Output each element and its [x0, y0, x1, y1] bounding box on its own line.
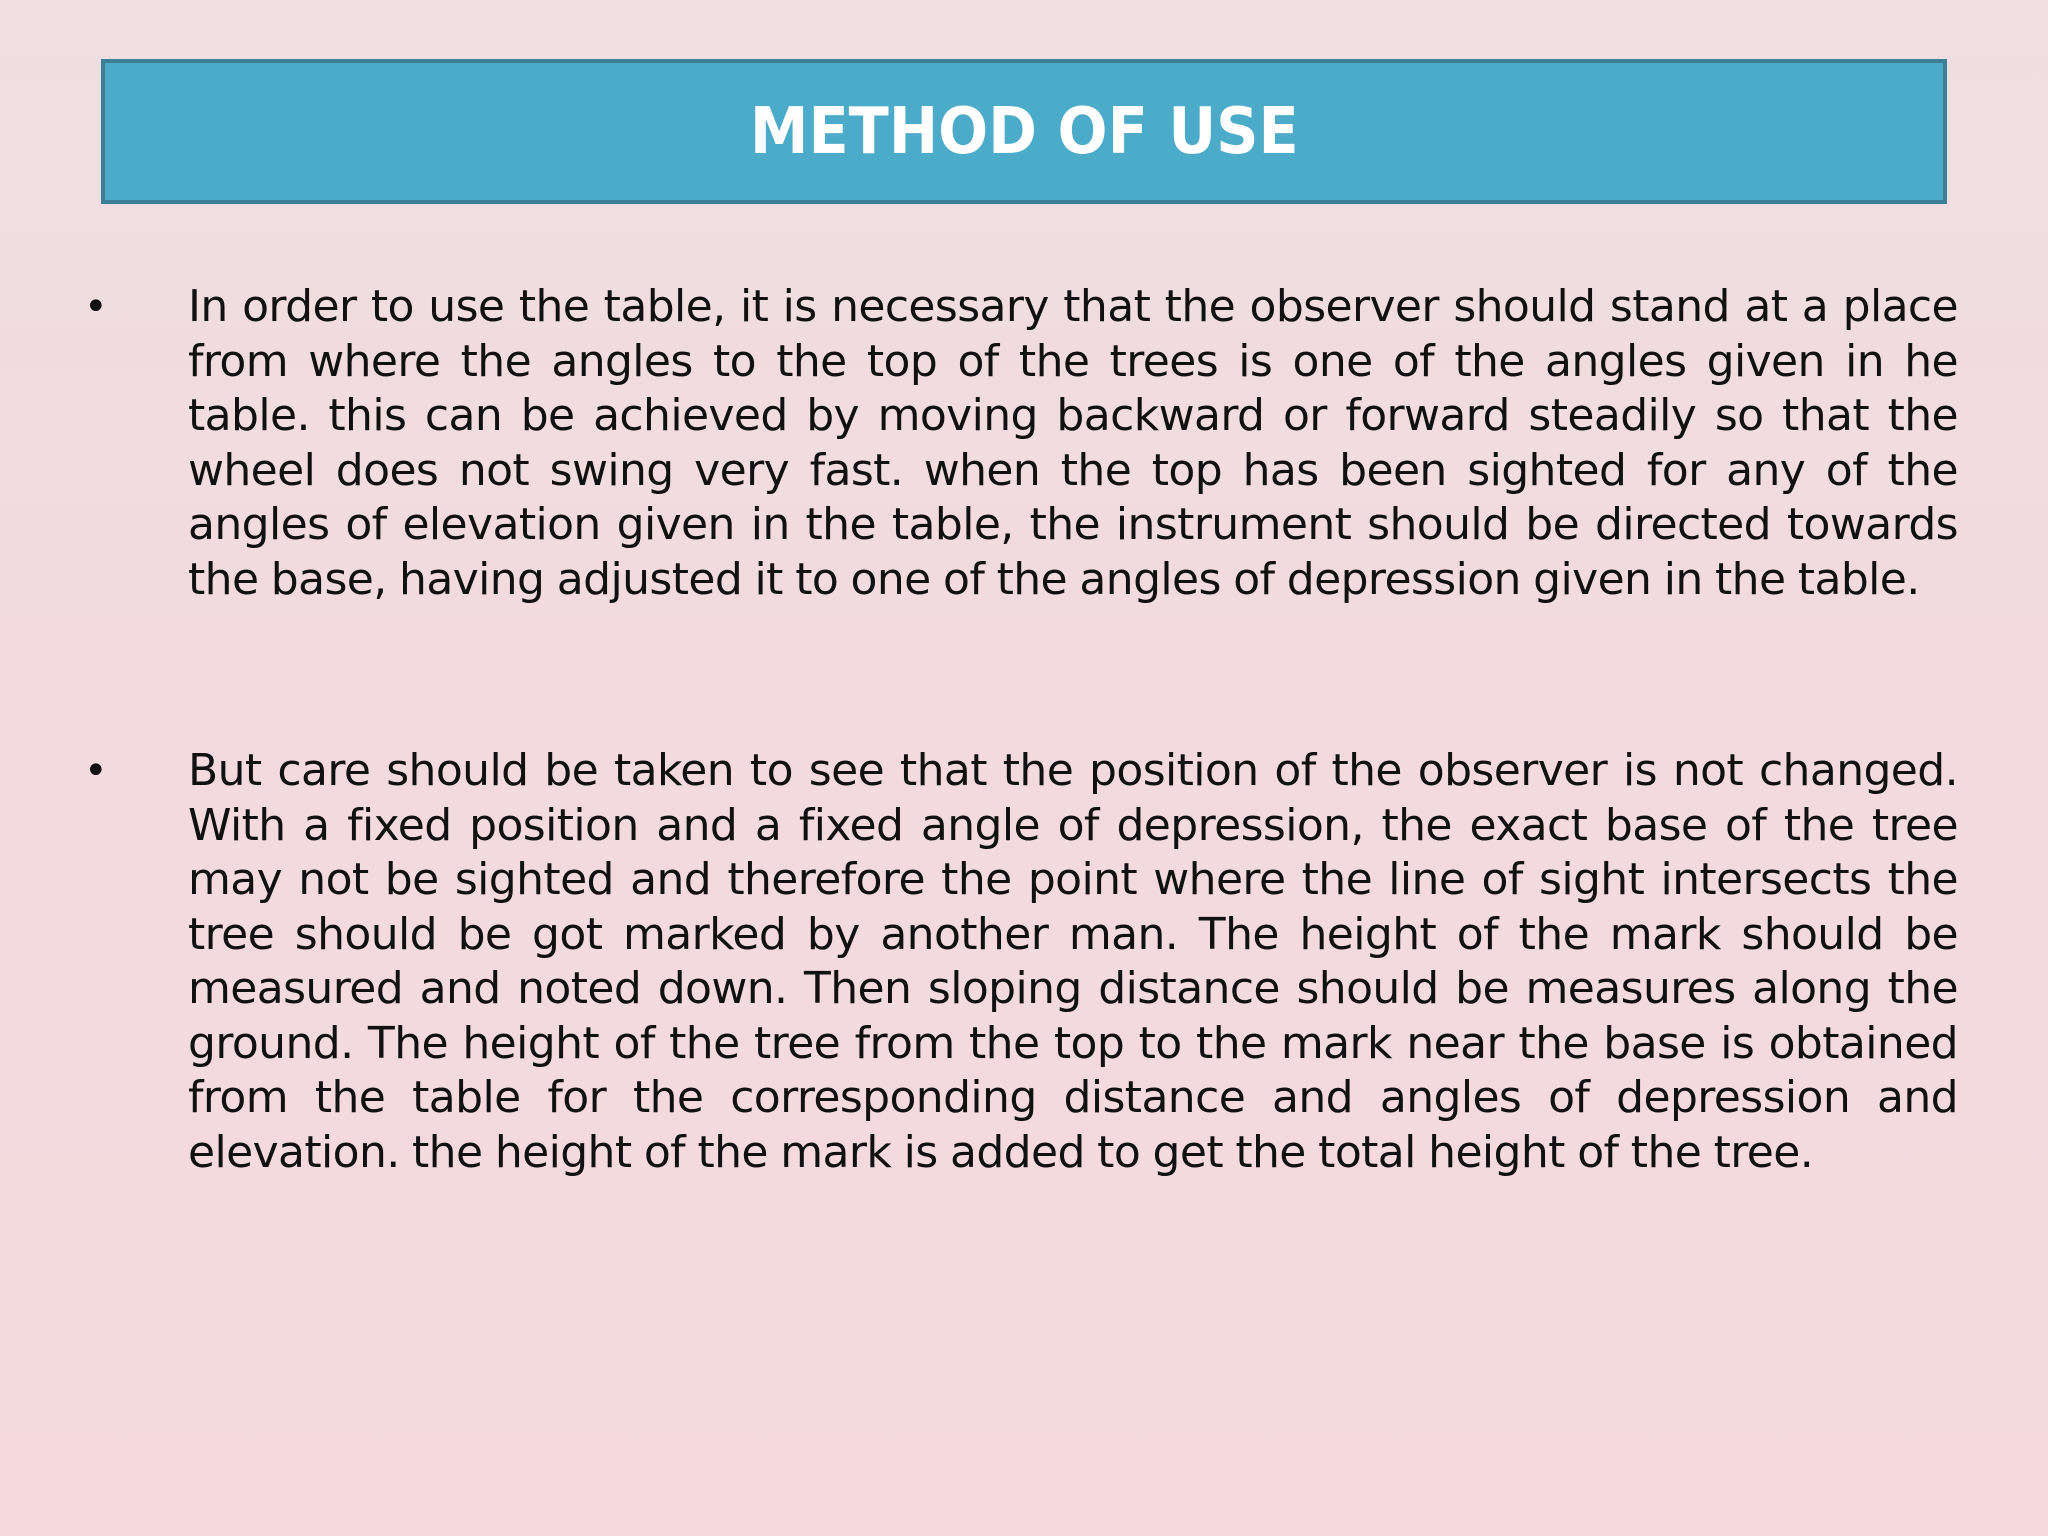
bullet-marker: • [84, 748, 108, 794]
slide-title-bar [101, 59, 1947, 204]
bullet-text: But care should be taken to see that the position of the observer is not changed. With a fixed position and a fixed angle of depression, the exact base of the tree may not be sighted and therefore the point where the line of sight intersects the tree should be got marked by another man. The height of the mark should be measured and noted down. Then sloping distance should be measures along the ground. The height of the tree from the top to the mark near the base is obtained from the table for the corresponding distance and angles of depression and elevation. the height of the mark is added to get the total height of the tree. [188, 745, 1958, 1178]
bullet-text: In order to use the table, it is necessary that the observer should stand at a place from where the angles to the top of the trees is one of the angles given in he table. this can be achieved by moving backward or forward steadily so that the wheel does not swing very fast. when the top has been sighted for any of the angles of elevation given in the table, the instrument should be directed towards the base, having adjusted it to one of the angles of depression given in the table. [188, 281, 1958, 605]
slide-title: METHOD OF USE [749, 94, 1299, 169]
bullet-marker: • [84, 284, 108, 330]
